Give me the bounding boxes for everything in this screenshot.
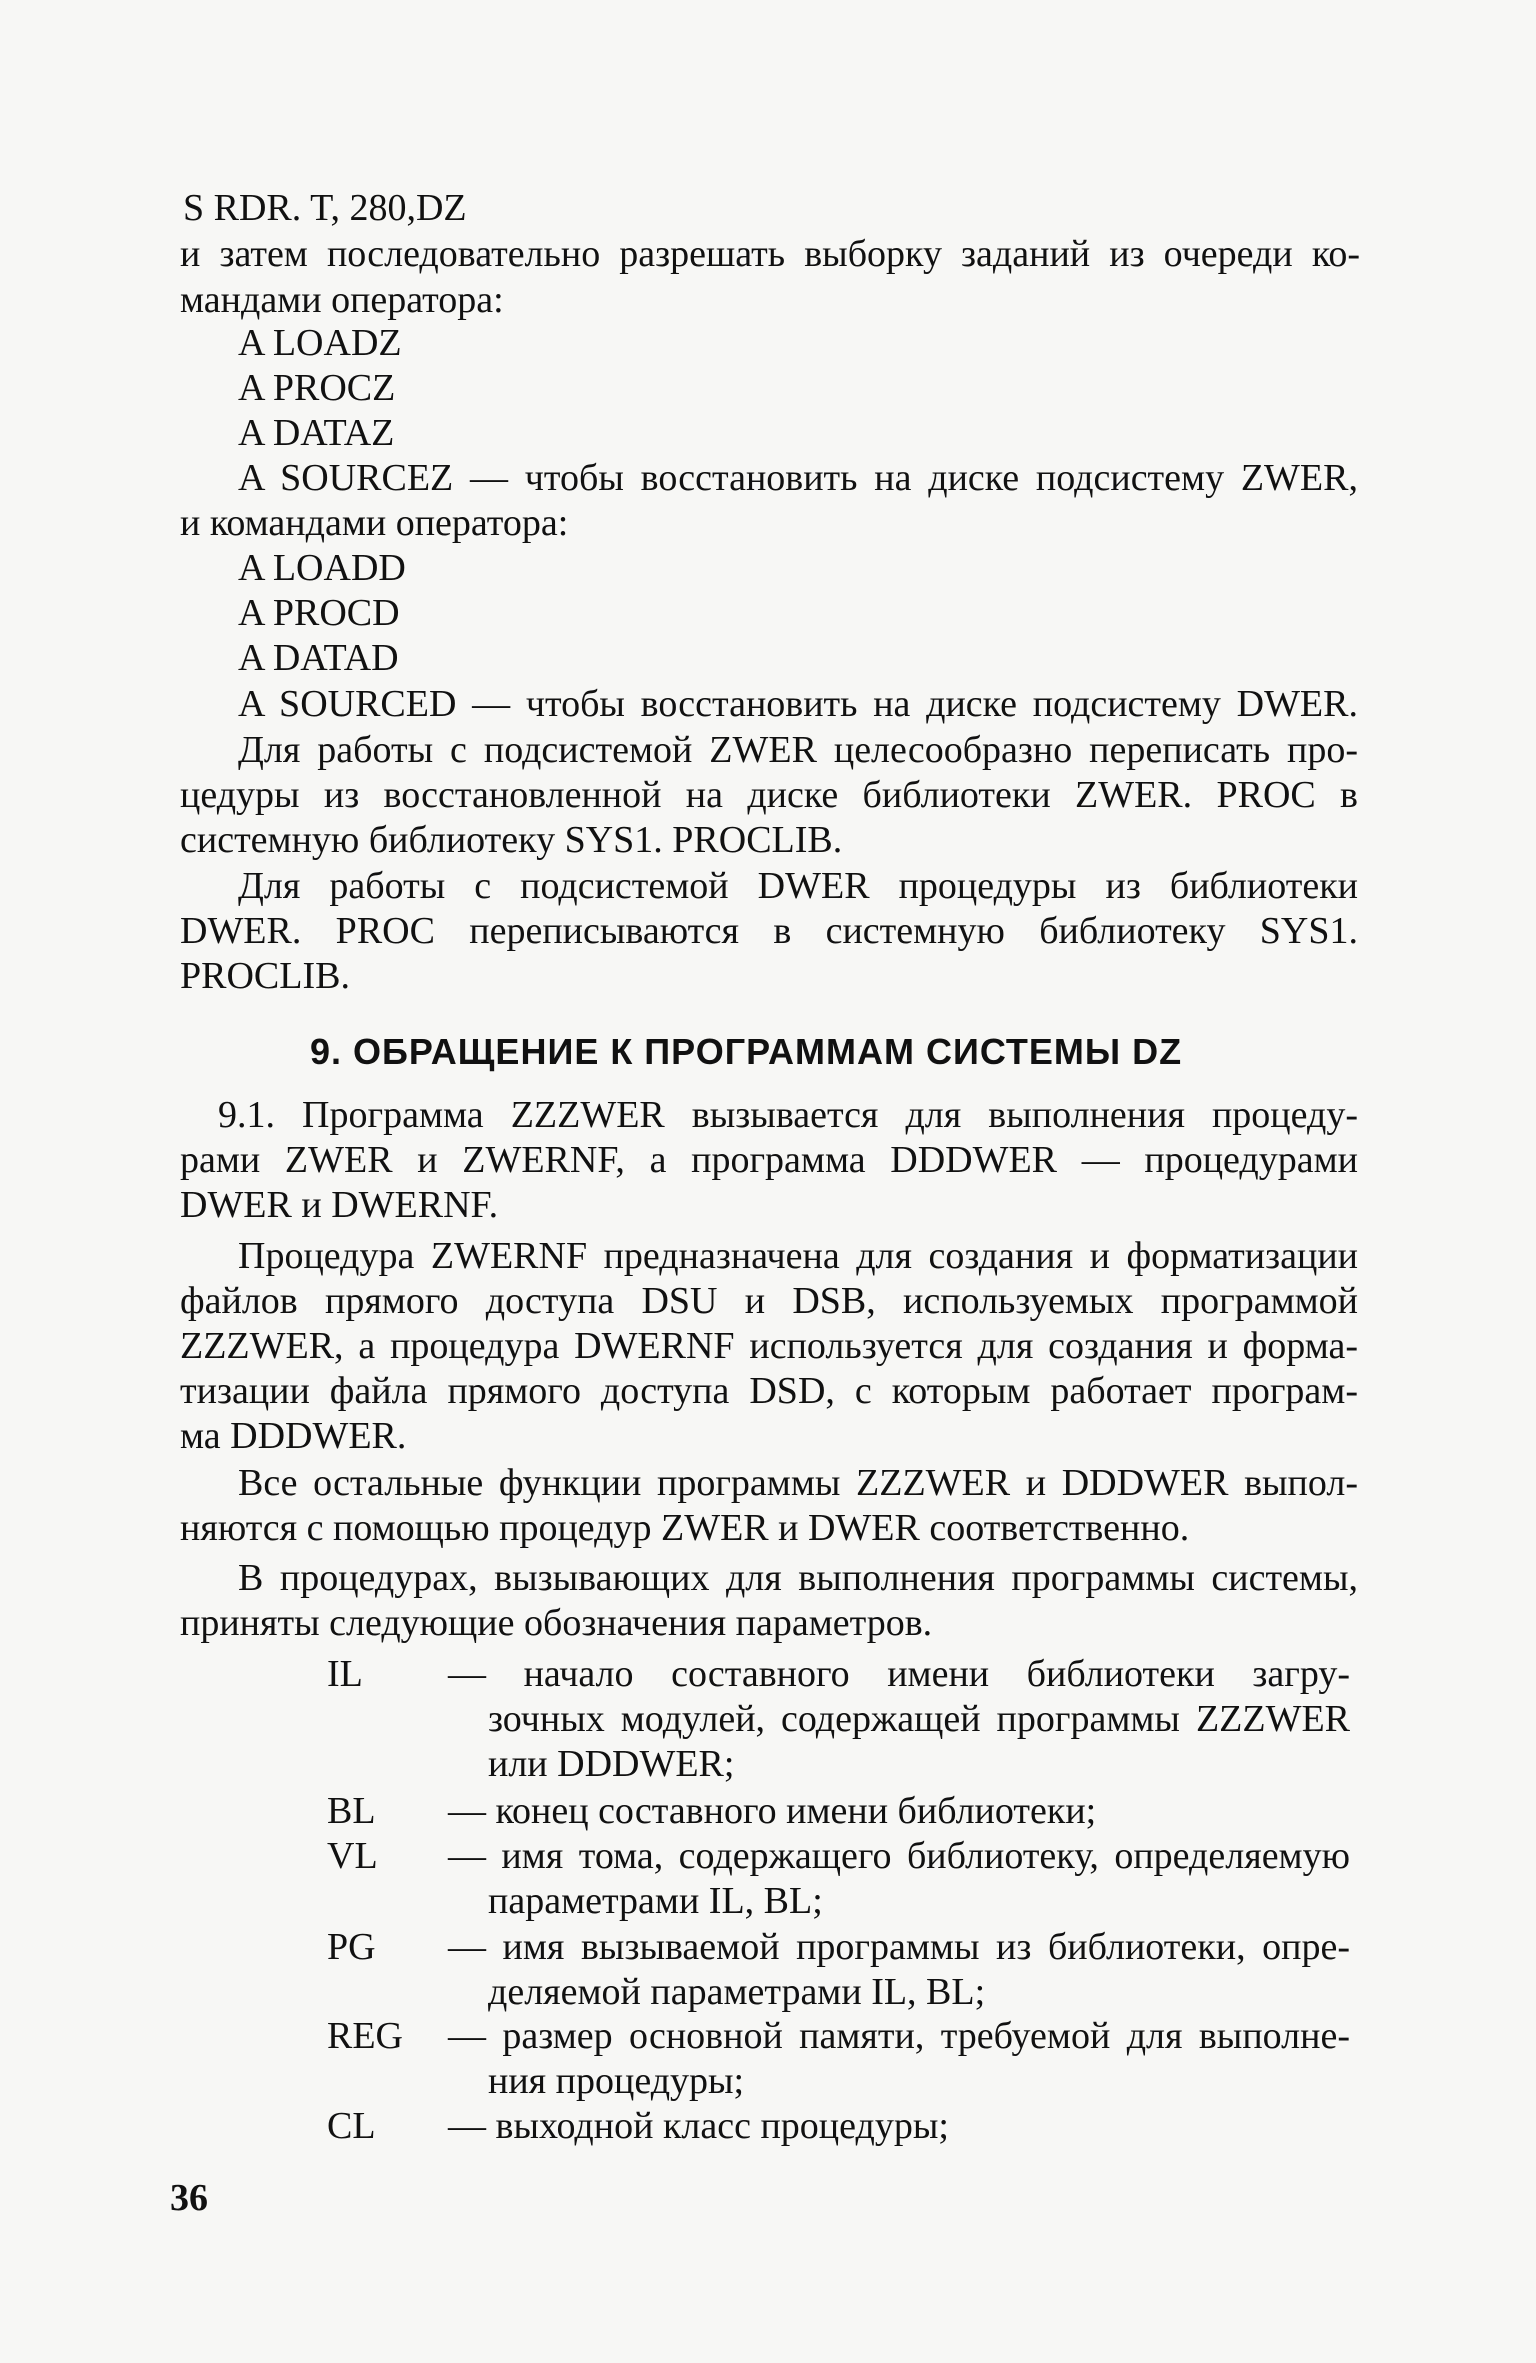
param-def-line: — имя тома, содержащего библиотеку, определяемую (448, 1835, 1350, 1877)
param-def-line: зочных модулей, содержащей программы ZZZWER (488, 1698, 1350, 1740)
command-line: A SOURCED — чтобы восстановить на диске подсистему DWER. (238, 683, 1358, 725)
text-line: рами ZWER и ZWERNF, а программа DDDWER — процедурами (180, 1139, 1358, 1181)
param-term-reg: REG (327, 2015, 403, 2057)
param-def-line: — имя вызываемой программы из библиотеки, опре- (448, 1926, 1350, 1968)
param-term-il: IL (327, 1653, 363, 1695)
param-def-line: деляемой параметрами IL, BL; (488, 1971, 986, 2013)
command-line: A LOADZ (238, 322, 402, 364)
command-line: A PROCZ (238, 367, 396, 409)
param-term-cl: CL (327, 2105, 376, 2147)
text-line: DWER и DWERNF. (180, 1184, 499, 1226)
command-line: A PROCD (238, 592, 400, 634)
text-line: и затем последовательно разрешать выборку заданий из очереди ко- (180, 233, 1360, 275)
text-line: ZZZWER, а процедура DWERNF используется для создания и форма- (180, 1325, 1358, 1367)
param-def-line: или DDDWER; (488, 1743, 735, 1785)
text-line: 9.1. Программа ZZZWER вызывается для выполнения процеду- (218, 1094, 1358, 1136)
text-line: В процедурах, вызывающих для выполнения программы системы, (238, 1557, 1358, 1599)
section-heading: 9. ОБРАЩЕНИЕ К ПРОГРАММАМ СИСТЕМЫ DZ (310, 1031, 1183, 1072)
text-line: няются с помощью процедур ZWER и DWER соответственно. (180, 1507, 1190, 1549)
command-line: A DATAD (238, 637, 399, 679)
param-term-bl: BL (327, 1790, 376, 1832)
text-line: файлов прямого доступа DSU и DSB, используемых программой (180, 1280, 1358, 1322)
text-line: Для работы с подсистемой ZWER целесообразно переписать про- (238, 729, 1358, 771)
command-line: S RDR. T, 280,DZ (183, 187, 467, 229)
text-line: ма DDDWER. (180, 1415, 407, 1457)
param-term-vl: VL (327, 1835, 378, 1877)
text-line: приняты следующие обозначения параметров. (180, 1602, 933, 1644)
text-line: мандами оператора: (180, 279, 504, 321)
param-def-line: — выходной класс процедуры; (448, 2105, 949, 2147)
text-line: PROCLIB. (180, 955, 350, 997)
text-line: и командами оператора: (180, 502, 569, 544)
param-term-pg: PG (327, 1926, 376, 1968)
param-def-line: — размер основной памяти, требуемой для выполне- (448, 2015, 1350, 2057)
text-line: DWER. PROC переписываются в системную библиотеку SYS1. (180, 910, 1358, 952)
text-line: тизации файла прямого доступа DSD, с которым работает програм- (180, 1370, 1358, 1412)
text-line: Процедура ZWERNF предназначена для создания и форматизации (238, 1235, 1358, 1277)
param-def-line: ния процедуры; (488, 2060, 745, 2102)
text-line: цедуры из восстановленной на диске библиотеки ZWER. PROC в (180, 774, 1358, 816)
text-line: системную библиотеку SYS1. PROCLIB. (180, 819, 843, 861)
text-line: Для работы с подсистемой DWER процедуры из библиотеки (238, 865, 1358, 907)
text-line: Все остальные функции программы ZZZWER и DDDWER выпол- (238, 1462, 1358, 1504)
param-def-line: параметрами IL, BL; (488, 1880, 823, 1922)
command-line: A SOURCEZ — чтобы восстановить на диске подсистему ZWER, (238, 457, 1358, 499)
command-line: A DATAZ (238, 412, 395, 454)
param-def-line: — конец составного имени библиотеки; (448, 1790, 1097, 1832)
page-number: 36 (170, 2177, 208, 2219)
param-def-line: — начало составного имени библиотеки загру- (448, 1653, 1350, 1695)
command-line: A LOADD (238, 547, 406, 589)
